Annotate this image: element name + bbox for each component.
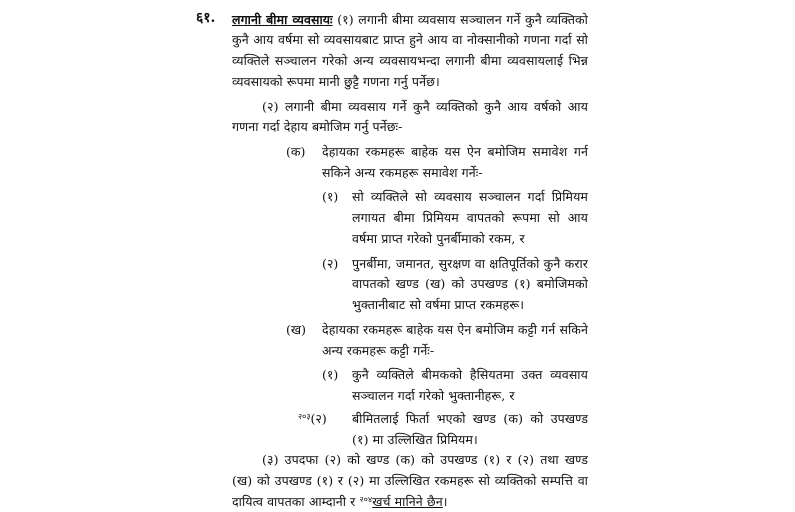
kha-item-1-line-2: सञ्चालन गर्दा गरेको भुक्तानीहरू, र [352, 388, 515, 404]
clause-ka-marker: (क) [286, 144, 306, 159]
kha-item-2-line-2: (१) मा उल्लिखित प्रिमियम। [352, 431, 478, 447]
sub2-line-2: गणना गर्दा देहाय बमोजिम गर्नु पर्नेछः- [232, 119, 403, 135]
kha-item-2-marker-text: (२) [310, 410, 327, 426]
section-line-3: व्यक्तिले सञ्चालन गरेको अन्य व्यवसायभन्दा लगानी बीमा व्यवसायलाई भिन्न [232, 53, 588, 69]
kha-item-2-marker [298, 409, 327, 429]
sub3-underlined-text: खर्च मानिने छैन [372, 494, 443, 509]
sub3-line-3 [232, 492, 448, 512]
sub3-line-3-suffix: । [442, 494, 448, 509]
sub3-line-2: (ख) को उपखण्ड (१) र (२) मा उल्लिखित रकमहरू सो व्यक्तिको सम्पत्ति वा [232, 473, 588, 489]
clause-kha-line-1: देहायका रकमहरू बाहेक यस ऐन बमोजिम कट्टी गर्न सकिने [322, 321, 588, 337]
ka-item-1-line-3: वर्षमा प्राप्त गरेको पुनर्बीमाको रकम, र [352, 231, 525, 247]
sub2-line-1: (२) लगानी बीमा व्यवसाय गर्ने कुनै व्यक्तिको कुनै आय वर्षको आय [262, 98, 588, 114]
sub3-line-1: (३) उपदफा (२) को खण्ड (क) को उपखण्ड (१) र (२) तथा खण्ड [262, 452, 588, 468]
ka-item-2-line-1: पुनर्बीमा, जमानत, सुरक्षण वा क्षतिपूर्तिको कुनै करार [352, 255, 588, 271]
footnote-ref-203[interactable]: २०३ [298, 411, 311, 421]
sub3-line-3-prefix: दायित्व वापतका आम्दानी र [232, 494, 360, 509]
section-first-line [232, 10, 588, 30]
section-title: लगानी बीमा व्यवसायः [232, 11, 333, 27]
kha-item-2-line-1: बीमितलाई फिर्ता भएको खण्ड (क) को उपखण्ड [352, 410, 588, 426]
clause-ka-line-2: सकिने अन्य रकमहरू समावेश गर्नेः- [322, 164, 483, 180]
ka-item-1-line-2: लगायत बीमा प्रिमियम वापतको रूपमा सो आय [352, 210, 588, 226]
section-line-4: व्यवसायको रूपमा मानी छुट्टै गणना गर्नु पर्नेछ। [232, 74, 440, 89]
ka-item-2-line-3: भुक्तानीबाट सो वर्षमा प्राप्त रकमहरू। [352, 297, 525, 313]
ka-item-1-line-1: सो व्यक्तिले सो व्यवसाय सञ्चालन गर्दा प्रिमियम [352, 189, 588, 205]
section-line-1: (१) लगानी बीमा व्यवसाय सञ्चालन गर्ने कुनै व्यक्तिको [337, 11, 588, 27]
ka-item-2-line-2: वापतको खण्ड (ख) को उपखण्ड (१) बमोजिमको [352, 276, 588, 292]
kha-item-1-line-1: कुनै व्यक्तिले बीमकको हैसियतमा उक्त व्यवसाय [352, 367, 588, 383]
section-number: ६१. [196, 10, 216, 26]
clause-kha-marker: (ख) [286, 321, 306, 337]
footnote-ref-204[interactable]: २०४ [359, 495, 373, 504]
section-line-2: कुनै आय वर्षमा सो व्यवसायबाट प्राप्त हुने आय वा नोक्सानीको गणना गर्दा सो [232, 32, 588, 48]
ka-item-1-marker: (१) [322, 189, 339, 205]
clause-ka-line-1: देहायका रकमहरू बाहेक यस ऐन बमोजिम समावेश गर्न [322, 144, 588, 159]
kha-item-1-marker: (१) [322, 367, 339, 383]
ka-item-2-marker: (२) [322, 255, 339, 271]
clause-kha-line-2: अन्य रकमहरू कट्टी गर्नेः- [322, 342, 435, 358]
